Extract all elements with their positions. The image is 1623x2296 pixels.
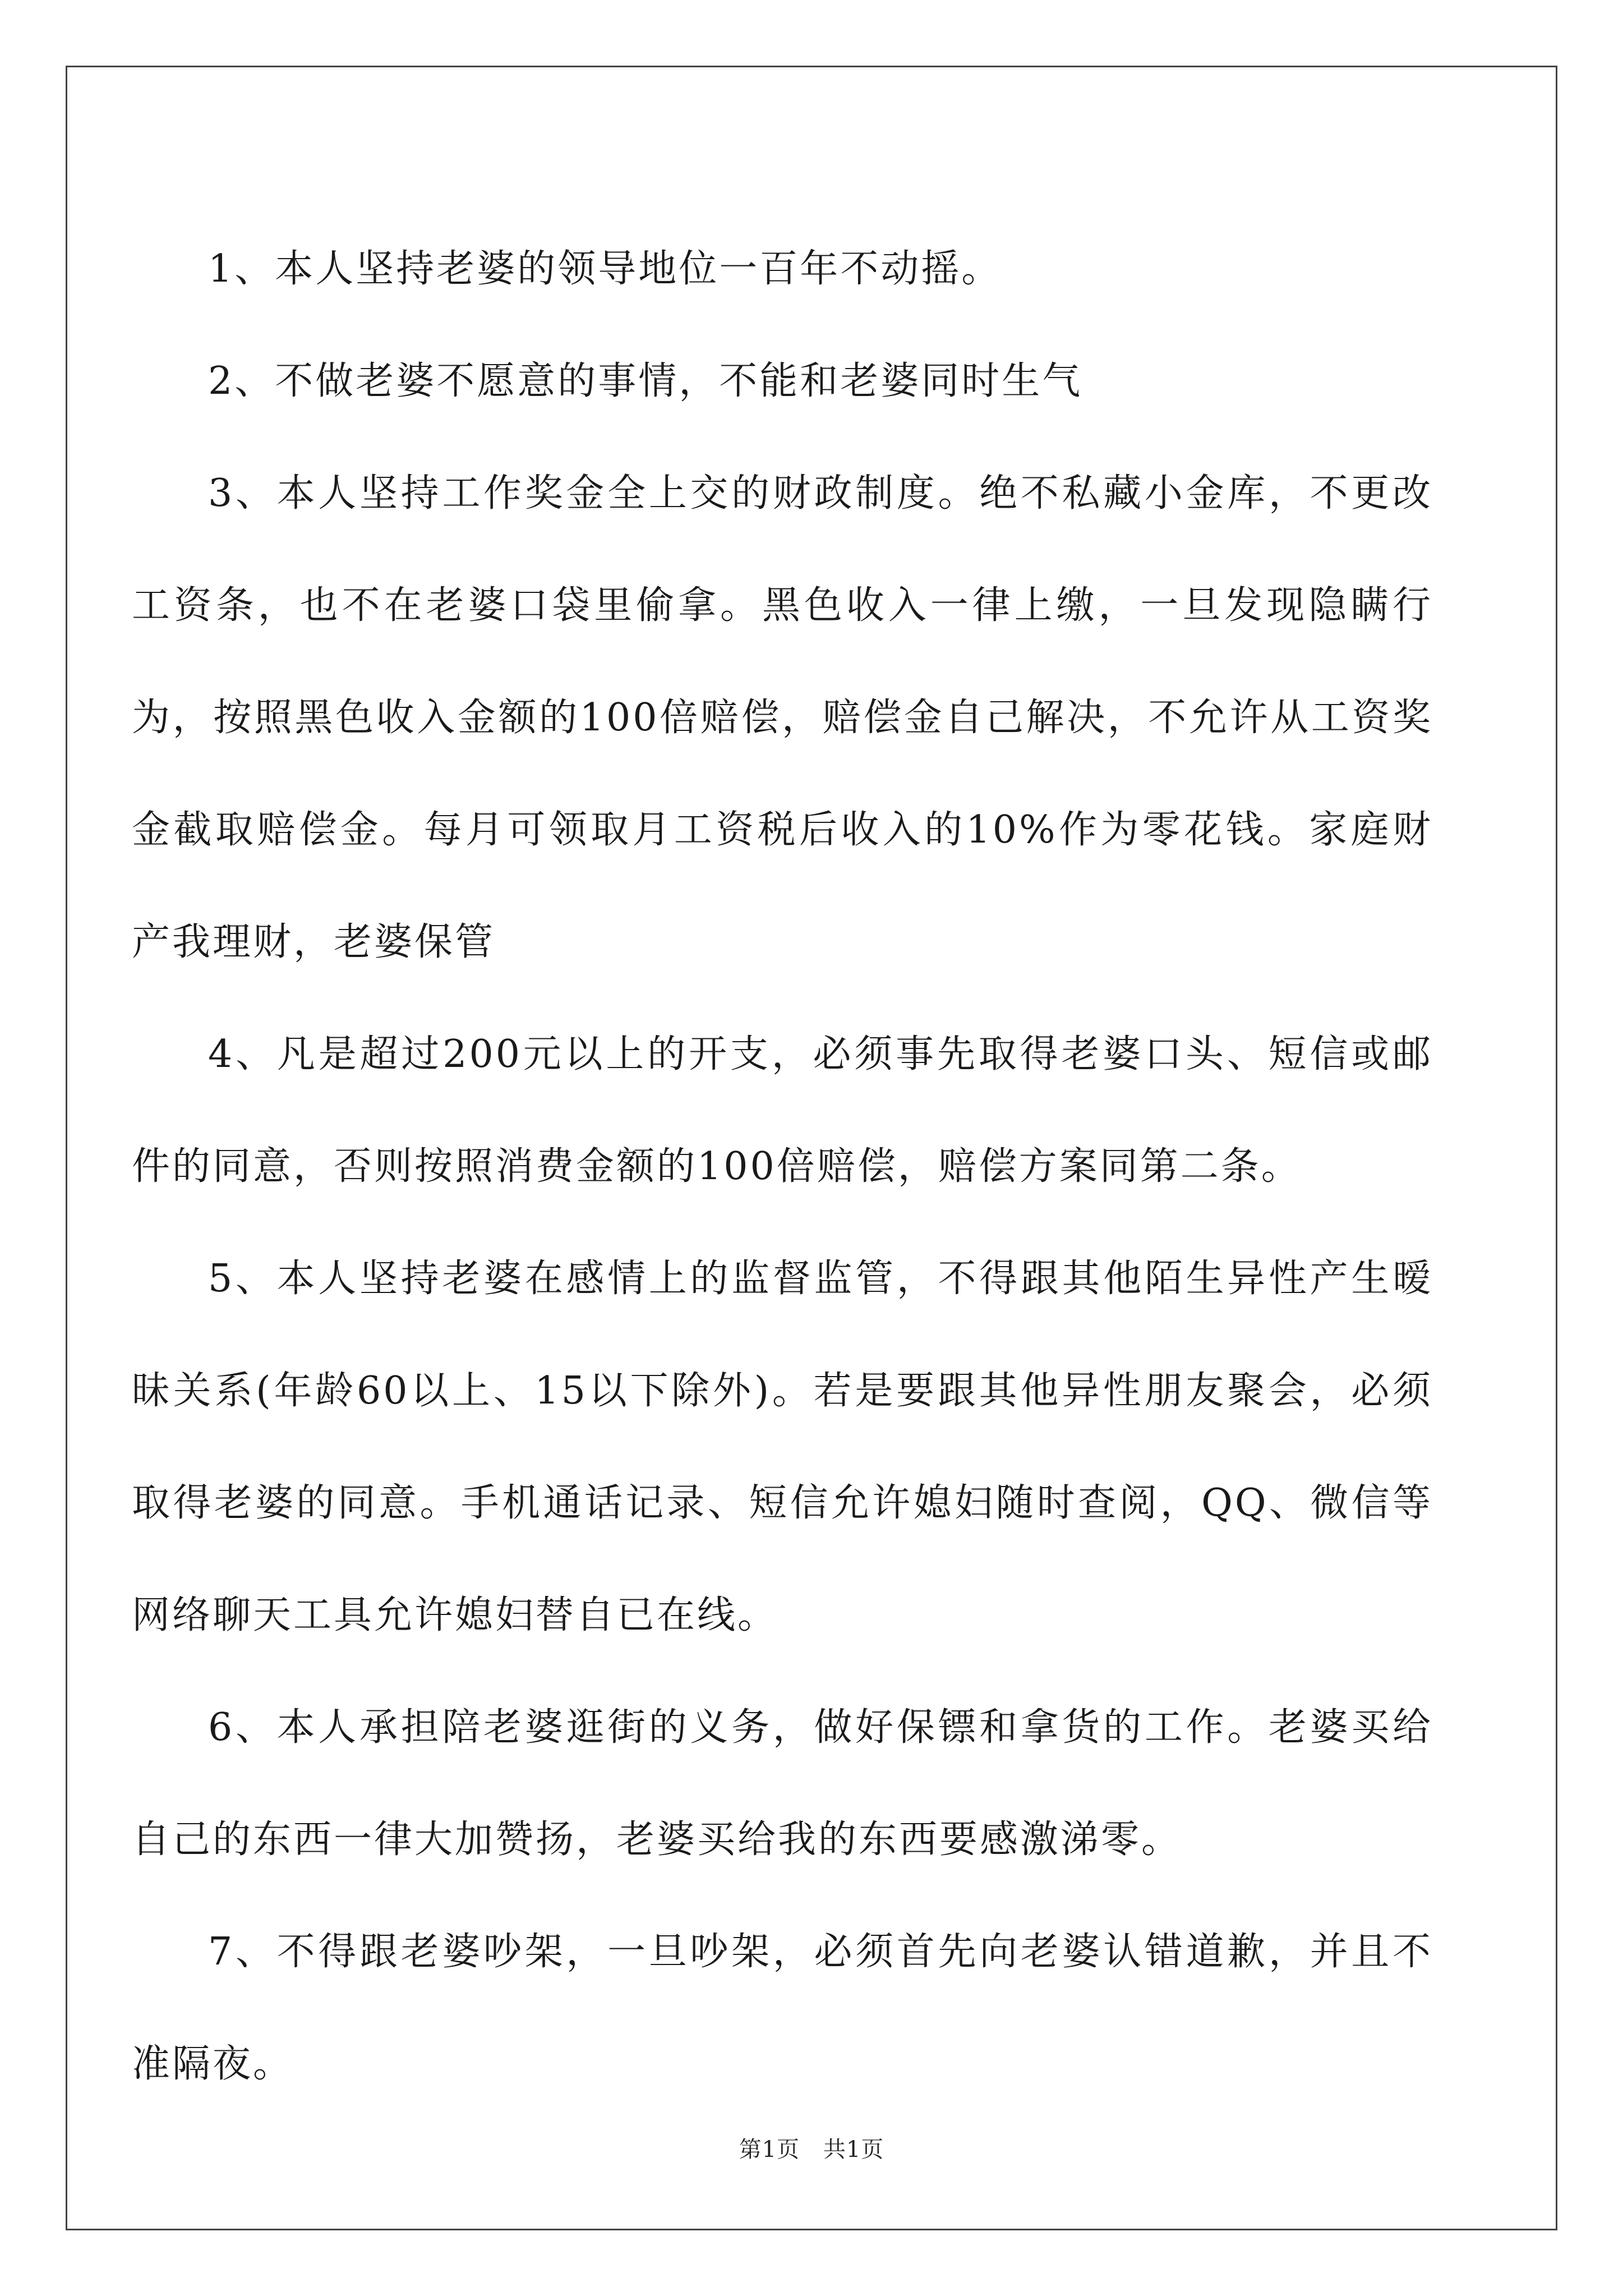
- page-footer: [0, 2132, 1623, 2164]
- paragraph-6: 6、本人承担陪老婆逛街的义务，做好保镖和拿货的工作。老婆买给自己的东西一律大加赞扬，老婆买给我的东西要感激涕零。: [132, 1705, 1433, 1862]
- page-total: 共1页: [823, 2137, 884, 2162]
- paragraph-4: 4、凡是超过200元以上的开支，必须事先取得老婆口头、短信或邮件的同意，否则按照消费金额的100倍赔偿，赔偿方案同第二条。: [132, 1032, 1433, 1189]
- document-body: [132, 213, 1433, 2120]
- paragraph-3: 3、本人坚持工作奖金全上交的财政制度。绝不私藏小金库，不更改工资条，也不在老婆口袋里偷拿。黑色收入一律上缴，一旦发现隐瞒行为，按照黑色收入金额的100倍赔偿，赔偿金自己解决，不允许从工资奖金截取赔偿金。每月可领取月工资税后收入的10%作为零花钱。家庭财产我理财，老婆保管: [132, 471, 1433, 964]
- paragraph-1: 1、本人坚持老婆的领导地位一百年不动摇。: [208, 247, 1002, 291]
- paragraph-5: 5、本人坚持老婆在感情上的监督监管，不得跟其他陌生异性产生暧昧关系(年龄60以上、15以下除外)。若是要跟其他异性朋友聚会，必须取得老婆的同意。手机通话记录、短信允许媳妇随时查阅，QQ、微信等网络聊天工具允许媳妇替自已在线。: [132, 1257, 1433, 1637]
- paragraph-2: 2、不做老婆不愿意的事情，不能和老婆同时生气: [208, 359, 1083, 403]
- paragraph-7: 7、不得跟老婆吵架，一旦吵架，必须首先向老婆认错道歉，并且不准隔夜。: [132, 1930, 1433, 2086]
- page-number: 第1页: [739, 2137, 800, 2162]
